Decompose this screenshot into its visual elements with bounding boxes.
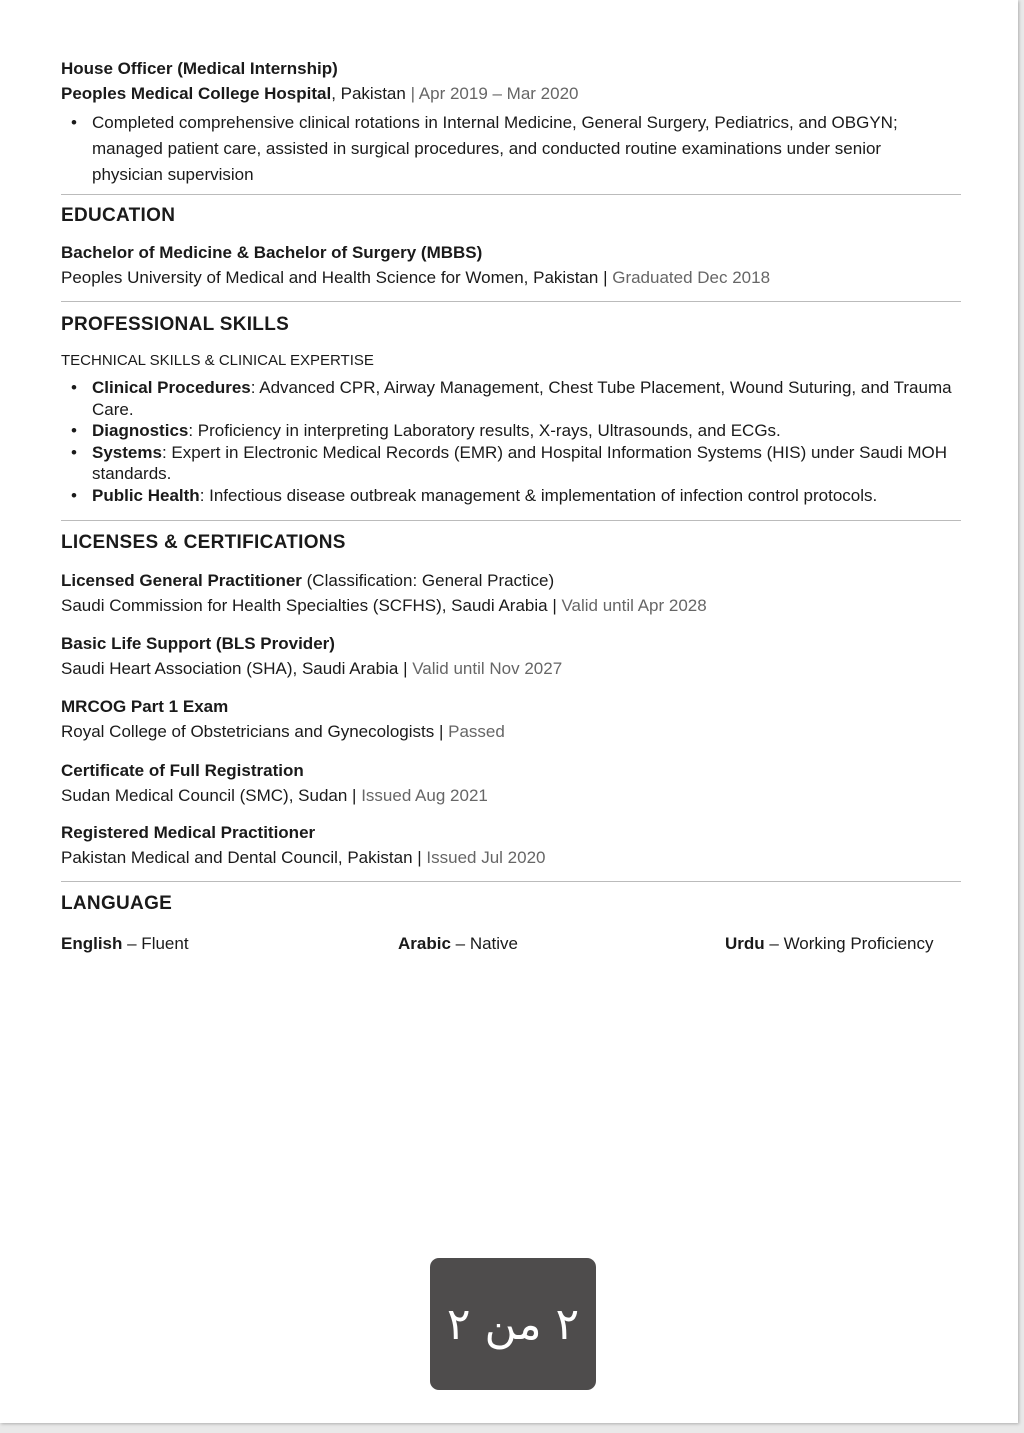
graduation-date: Graduated Dec 2018 (612, 268, 771, 287)
employer: Peoples Medical College Hospital (61, 84, 332, 103)
language-item (398, 931, 518, 956)
license-title: Certificate of Full Registration (61, 761, 304, 780)
separator: | (434, 722, 449, 741)
license-title: Registered Medical Practitioner (61, 823, 316, 842)
separator: | (347, 786, 362, 805)
license-status: Valid until Nov 2027 (412, 659, 563, 678)
license-status: Valid until Apr 2028 (561, 596, 707, 615)
experience-entry (61, 56, 961, 188)
skill-text: : Proficiency in interpreting Laboratory results, X-rays, Ultrasounds, and ECGs. (188, 421, 781, 440)
skill-text: : Expert in Electronic Medical Records (EMR) and Hospital Information Systems (HIS) under Saudi MOH standards. (92, 442, 948, 483)
license-status: Passed (448, 722, 505, 741)
section-heading: LANGUAGE (61, 893, 173, 914)
language-item (61, 931, 189, 956)
section-heading: LICENSES & CERTIFICATIONS (61, 532, 346, 553)
location: , Pakistan (331, 84, 406, 103)
skill-item (61, 485, 961, 507)
skills-section (61, 313, 961, 506)
license-status: Issued Aug 2021 (361, 786, 488, 805)
language-level: – Native (450, 934, 519, 953)
language-name: Arabic (398, 934, 451, 953)
skill-label: Public Health (92, 485, 200, 505)
divider (61, 520, 961, 521)
language-item (725, 931, 933, 956)
skill-label: Systems (92, 442, 162, 462)
school-line (61, 265, 961, 290)
job-bullet: • Completed comprehensive clinical rotations in Internal Medicine, General Surgery, Pediatrics, and OBGYN; managed patient care, assisted in surgical procedures, and conducted routine examinations under senior physician supervision (61, 110, 951, 188)
divider (61, 194, 961, 195)
license-entry (61, 631, 961, 681)
license-entry (61, 568, 961, 618)
license-status: Issued Jul 2020 (426, 848, 546, 867)
license-title: MRCOG Part 1 Exam (61, 697, 229, 716)
divider (61, 301, 961, 302)
license-issuer: Pakistan Medical and Dental Council, Pakistan (61, 848, 413, 867)
skill-label: Diagnostics (92, 421, 189, 440)
skill-text: : Infectious disease outbreak management & implementation of infection control protocols. (199, 485, 878, 505)
skill-item (61, 442, 961, 485)
license-issuer: Saudi Heart Association (SHA), Saudi Arabia (61, 659, 399, 678)
degree: Bachelor of Medicine & Bachelor of Surgery (MBBS) (61, 243, 483, 262)
separator: | (405, 84, 419, 103)
license-extra: (Classification: General Practice) (301, 571, 555, 590)
skill-item (61, 420, 961, 442)
section-heading: EDUCATION (61, 205, 176, 226)
school: Peoples University of Medical and Health Science for Women, Pakistan (61, 268, 599, 287)
divider (61, 881, 961, 882)
license-entry (61, 820, 961, 870)
license-issuer: Sudan Medical Council (SMC), Sudan (61, 786, 348, 805)
separator: | (547, 596, 562, 615)
job-employer-line (61, 81, 961, 106)
skill-text: : Advanced CPR, Airway Management, Chest Tube Placement, Wound Suturing, and Trauma Care. (92, 378, 952, 419)
license-entry (61, 758, 961, 808)
job-dates: Apr 2019 – Mar 2020 (418, 84, 579, 103)
language-level: – Working Proficiency (764, 934, 934, 953)
section-heading: PROFESSIONAL SKILLS (61, 314, 290, 335)
skills-subheading: TECHNICAL SKILLS & CLINICAL EXPERTISE (61, 352, 374, 369)
license-issuer: Saudi Commission for Health Specialties (SCFHS), Saudi Arabia (61, 596, 548, 615)
language-section (61, 892, 961, 916)
license-title: Basic Life Support (BLS Provider) (61, 634, 335, 653)
skill-item (61, 377, 961, 420)
education-section (61, 204, 961, 290)
license-issuer: Royal College of Obstetricians and Gynecologists (61, 722, 435, 741)
license-entry (61, 694, 961, 744)
licenses-section (61, 531, 961, 555)
license-title: Licensed General Practitioner (61, 571, 302, 590)
page-indicator: ٢ من ٢ (430, 1258, 596, 1390)
separator: | (398, 659, 413, 678)
language-name: Urdu (725, 934, 765, 953)
skill-label: Clinical Procedures (92, 378, 251, 397)
job-title: House Officer (Medical Internship) (61, 59, 338, 78)
separator: | (412, 848, 427, 867)
language-name: English (61, 934, 123, 953)
separator: | (598, 268, 613, 287)
language-level: – Fluent (122, 934, 189, 953)
